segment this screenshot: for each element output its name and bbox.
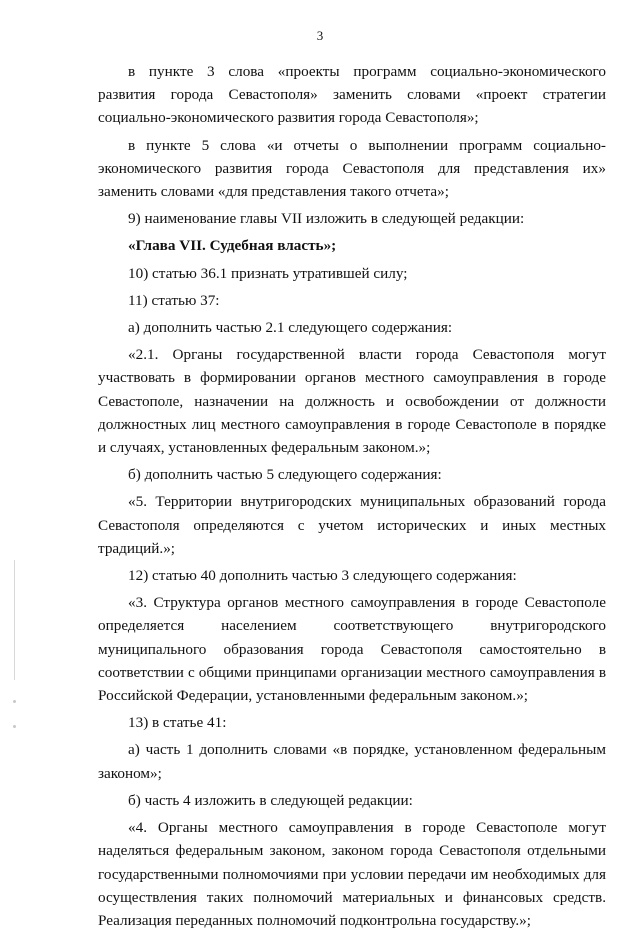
paragraph: а) дополнить частью 2.1 следующего содержания: bbox=[128, 319, 453, 337]
paragraph: 9) наименование главы VII изложить в следующей редакции: bbox=[128, 210, 525, 228]
paragraph: а) часть 1 дополнить словами «в порядке, установленном федеральным законом»; bbox=[98, 741, 606, 782]
paragraph: 11) статью 37: bbox=[128, 291, 220, 309]
scan-margin-dot bbox=[13, 700, 16, 703]
paragraph: 12) статью 40 дополнить частью 3 следующего содержания: bbox=[128, 567, 517, 585]
paragraph: в пункте 3 слова «проекты программ социально-экономического развития города Севастополя» заменить словами «проект стратегии социально-экономического развития города Севастополя»; bbox=[98, 63, 606, 127]
paragraph: 10) статью 36.1 признать утратившей силу; bbox=[128, 264, 408, 282]
scan-margin-line bbox=[14, 560, 15, 680]
paragraph: «3. Структура органов местного самоуправления в городе Севастополе определяется населением соответствующего внутригородского муниципального образования города Севастополя самостоятельно в соответствии с общими принципами организации местного самоуправления в Российской Федерации, установленными федеральным законом.»; bbox=[98, 594, 606, 705]
page-number: 3 bbox=[316, 28, 324, 43]
chapter-heading: «Глава VII. Судебная власть»; bbox=[128, 237, 337, 255]
paragraph: «4. Органы местного самоуправления в городе Севастополе могут наделяться федеральным законом, законом города Севастополя отдельными государственными полномочиями при условии передачи им необходимых для осуществления таких полномочий материальных и финансовых средств. Реализация переданных полномочий подконтрольна государству.»; bbox=[98, 819, 606, 929]
paragraph: б) часть 4 изложить в следующей редакции: bbox=[128, 791, 413, 809]
scan-margin-dot bbox=[13, 725, 16, 728]
paragraph: «5. Территории внутригородских муниципальных образований города Севастополя определяются с учетом исторических и иных местных традиций.»; bbox=[98, 493, 606, 557]
document-body bbox=[98, 60, 606, 932]
paragraph: 13) в статье 41: bbox=[128, 714, 227, 732]
paragraph: «2.1. Органы государственной власти города Севастополя могут участвовать в формировании органов местного самоуправления в городе Севастополе, назначении на должность и освобождении от должности должностных лиц местного самоуправления в городе Севастополе в порядке и случаях, установленных федеральным законом.»; bbox=[98, 346, 606, 457]
paragraph: б) дополнить частью 5 следующего содержания: bbox=[128, 466, 442, 484]
paragraph: в пункте 5 слова «и отчеты о выполнении программ социально-экономического развития города Севастополя для представления их» заменить словами «для представления такого отчета»; bbox=[98, 136, 606, 201]
